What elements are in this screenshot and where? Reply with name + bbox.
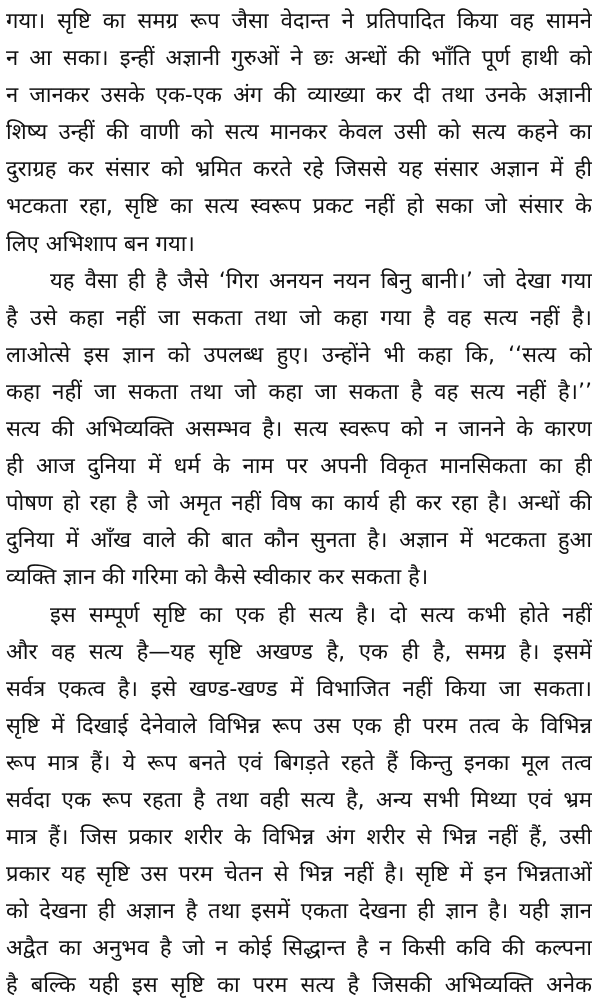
text-line: लाओत्से इस ज्ञान को उपलब्ध हुए। उन्होंने भी कहा कि, ‘‘सत्य को [6,342,592,368]
paragraph [6,3,592,263]
text-line: अद्वैत का अनुभव है जो न कोई सिद्धान्त है न किसी कवि की कल्पना [6,936,592,962]
text-line: इस सम्पूर्ण सृष्टि का एक ही सत्य है। दो सत्य कभी होते नहीं [50,602,592,628]
text-line: है बल्कि यही इस सृष्टि का परम सत्य है जिसकी अभिव्यक्ति अनेक [6,973,592,999]
text-line: सत्य की अभिव्यक्ति असम्भव है। सत्य स्वरूप को न जानने के कारण [6,417,592,443]
text-line: ही आज दुनिया में धर्म के नाम पर अपनी विकृत मानसिकता का ही [6,454,592,480]
text-line: कहा नहीं जा सकता तथा जो कहा जा सकता है वह सत्य नहीं है।’’ [6,379,592,405]
text-line: व्यक्ति ज्ञान की गरिमा को कैसे स्वीकार कर सकता है। [6,565,429,591]
body-text [6,3,592,1005]
paragraph [6,597,592,1005]
text-line: न जानकर उसके एक-एक अंग की व्याख्या कर दी तथा उनके अज्ञानी [6,83,592,109]
text-line: लिए अभिशाप बन गया। [6,231,195,257]
text-line: भटकता रहा, सृष्टि का सत्य स्वरूप प्रकट नहीं हो सका जो संसार के [6,194,592,220]
text-line: दुराग्रह कर संसार को भ्रमित करते रहे जिससे यह संसार अज्ञान में ही [6,157,592,183]
text-line: दुनिया में आँख वाले की बात कौन सुनता है। अज्ञान में भटकता हुआ [6,528,592,554]
text-line: सर्वत्र एकत्व है। इसे खण्ड-खण्ड में विभाजित नहीं किया जा सकता। [6,676,592,702]
text-line: मात्र हैं। जिस प्रकार शरीर के विभिन्न अंग शरीर से भिन्न नहीं हैं, उसी [6,825,592,851]
text-line: रूप मात्र हैं। ये रूप बनते एवं बिगड़ते रहते हैं किन्तु इनका मूल तत्व [6,750,592,776]
text-line: सर्वदा एक रूप रहता है तथा वही सत्य है, अन्य सभी मिथ्या एवं भ्रम [6,787,592,813]
text-line: प्रकार यह सृष्टि उस परम चेतन से भिन्न नहीं है। सृष्टि में इन भिन्नताओं [6,862,592,888]
text-line: न आ सका। इन्हीं अज्ञानी गुरुओं ने छः अन्धों की भाँति पूर्ण हाथी को [6,46,592,72]
text-line: सृष्टि में दिखाई देनेवाले विभिन्न रूप उस एक ही परम तत्व के विभिन्न [6,713,592,739]
text-line: और वह सत्य है—यह सृष्टि अखण्ड है, एक ही है, समग्र है। इसमें [6,639,592,665]
text-line: को देखना ही अज्ञान है तथा इसमें एकता देखना ही ज्ञान है। यही ज्ञान [6,899,592,925]
text-line: यह वैसा ही है जैसे ‘गिरा अनयन नयन बिनु बानी।’ जो देखा गया [50,268,592,294]
text-line: शिष्य उन्हीं की वाणी को सत्य मानकर केवल उसी को सत्य कहने का [6,120,592,146]
text-line: पोषण हो रहा है जो अमृत नहीं विष का कार्य ही कर रहा है। अन्धों की [6,491,592,517]
text-line: है उसे कहा नहीं जा सकता तथा जो कहा गया है वह सत्य नहीं है। [6,305,592,331]
text-line: गया। सृष्टि का समग्र रूप जैसा वेदान्त ने प्रतिपादित किया वह सामने [6,9,592,34]
paragraph [6,263,592,597]
